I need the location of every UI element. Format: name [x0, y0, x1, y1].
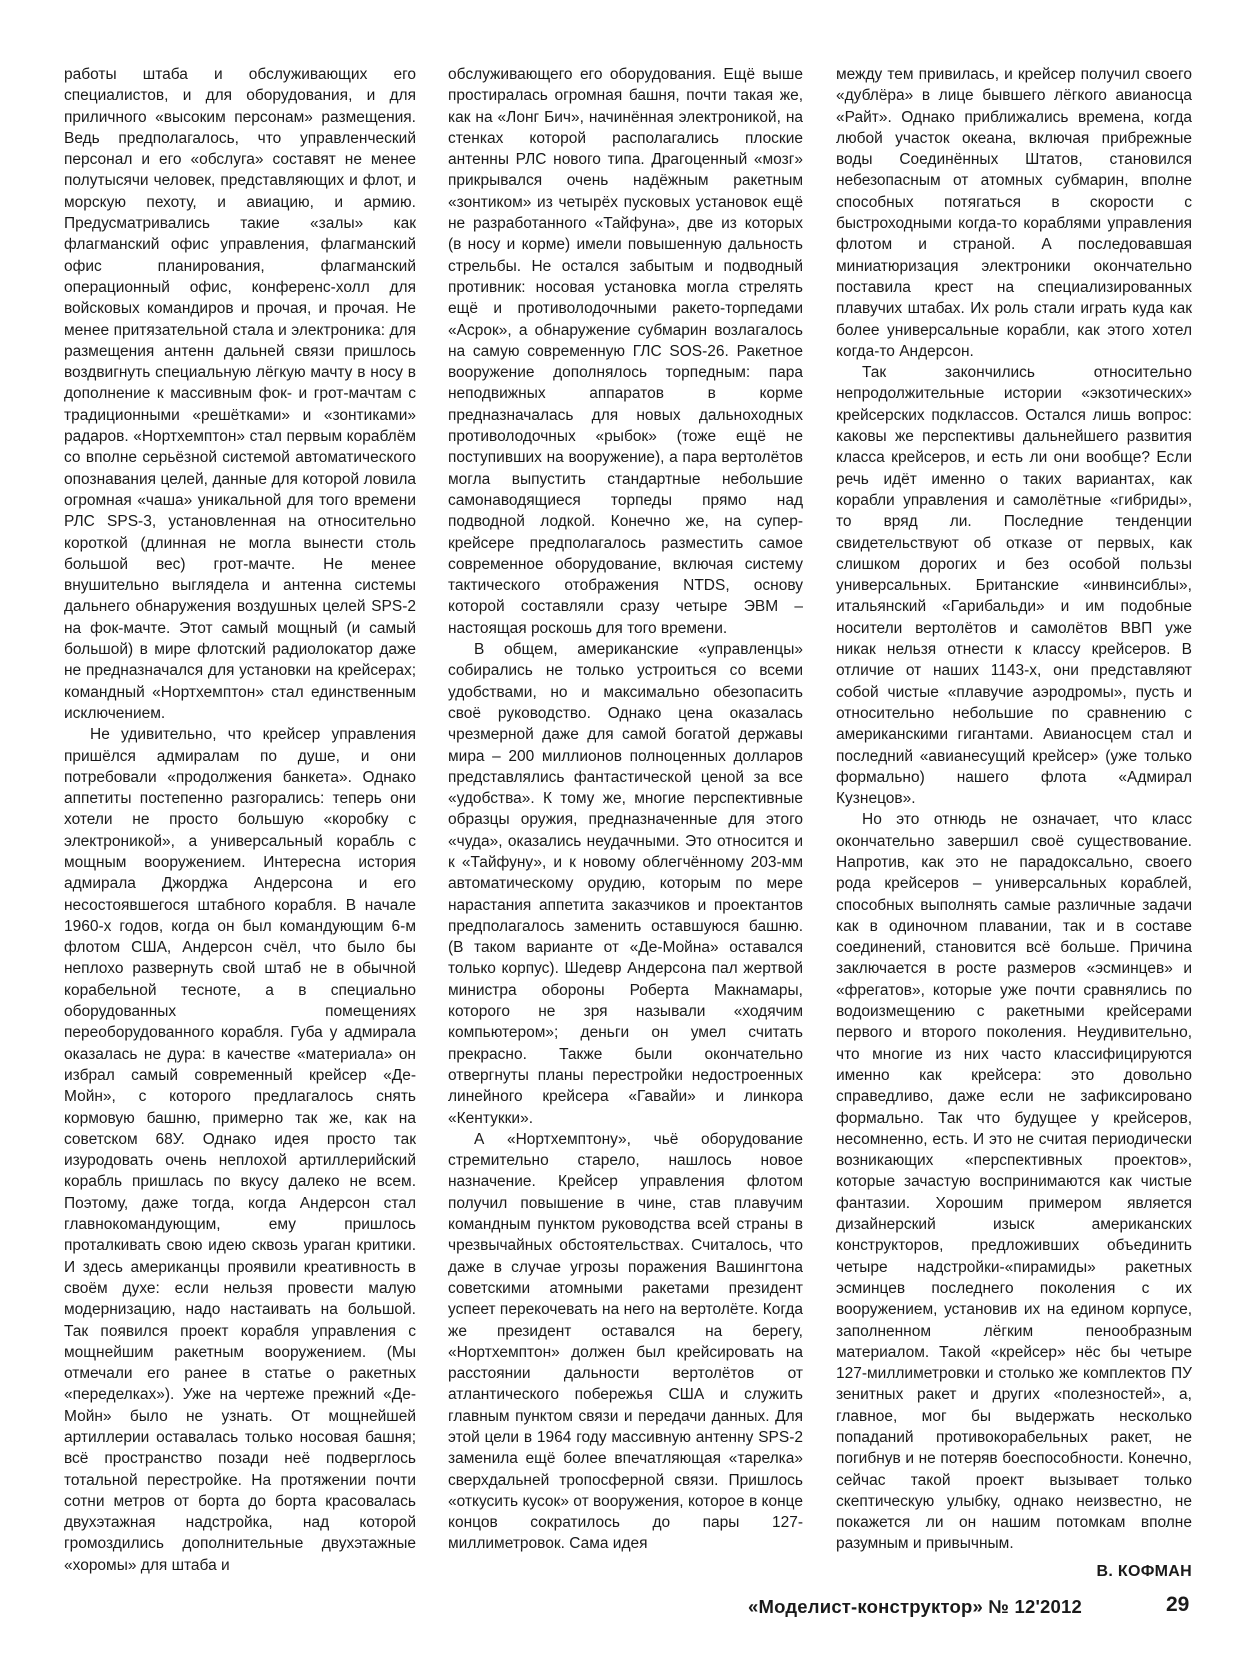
article-column-2	[448, 64, 803, 1555]
paragraph: работы штаба и обслуживающих его специалистов, и для оборудования, и для приличного «высоким персонам» размещения. Ведь предполагалось, что управленческий персонал и его «обслуга» составят не менее полутысячи человек, представляющих и флот, и морскую пехоту, и авиацию, и армию. Предусматривались такие «залы» как флагманский офис управления, флагманский офис планирования, флагманский операционный офис, конференс-холл для войсковых командиров и прочая, и прочая. Не менее притязательной стала и электроника: для размещения антенн дальней связи пришлось воздвигнуть специальную лёгкую мачту в носу в дополнение к массивным фок- и грот-мачтам с традиционными «решётками» и «зонтиками» радаров. «Нортхемптон» стал первым кораблём со вполне серьёзной системой автоматического опознавания целей, данные для которой ловила огромная «чаша» уникальной для того времени РЛС SPS-3, установленная на относительно короткой (длинная не могла вынести столь большой вес) грот-мачте. Не менее внушительно выглядела и антенна системы дальнего обнаружения воздушных целей SPS-2 на фок-мачте. Этот самый мощный (и самый большой) в мире флотский радиолокатор даже не предназначался для установки на крейсерах; командный «Нортхемптон» стал единственным исключением.	[64, 66, 416, 722]
paragraph: Но это отнюдь не означает, что класс окончательно завершил своё существование. Напротив, как это не парадоксально, своего рода крейсеров – универсальных кораблей, способных выполнять самые различные задачи как в одиночном плавании, так и в составе соединений, становится всё больше. Причина заключается в росте размеров «эсминцев» и «фрегатов», которые уже почти сравнялись по водоизмещению с ракетными крейсерами первого и второго поколения. Неудивительно, что многие из них часто классифицируются именно как крейсера: это довольно справедливо, даже если не зафиксировано формально. Так что будущее у крейсеров, несомненно, есть. И это не считая периодически возникающих «перспективных проектов», которые зачастую воспринимаются как чистые фантазии. Хорошим примером является дизайнерский изыск американских конструкторов, предложивших объединить четыре надстройки-«пирамиды» ракетных эсминцев последнего поколения с их вооружением, установив их на едином корпусе, заполненном лёгким пенообразным материалом. Такой «крейсер» нёс бы четыре 127-миллиметровки и столько же комплектов ПУ зенитных ракет и других «полезностей», а, главное, мог бы выдержать несколько попаданий противокорабельных ракет, не погибнув и не потеряв боеспособности. Конечно, сейчас такой проект вызывает только скептическую улыбку, однако неизвестно, не покажется ли он нашим потомкам вполне разумным и привычным.	[836, 811, 1192, 1553]
paragraph: В общем, американские «управленцы» собирались не только устроиться со всеми удобствами, но и максимально обезопасить своё руководство. Однако цена оказалась чрезмерной даже для самой богатой державы мира – 200 миллионов полноценных долларов представлялись фантастической ценой за все «удобства». К тому же, многие перспективные образцы оружия, предназначенные для этого «чуда», оказались неудачными. Это относится и к «Тайфуну», и к новому облегчённому 203-мм автоматическому орудию, которым по мере нарастания аппетита заказчиков и проектантов предполагалось заменить оставшуюся башню. (В таком варианте от «Де-Мойна» оставался только корпус). Шедевр Андерсона пал жертвой министра обороны Роберта Макнамары, которого не зря называли «ходячим компьютером»; деньги он умел считать прекрасно. Также были окончательно отвергнуты планы перестройки недостроенных линейного крейсера «Гавайи» и линкора «Кентукки».	[448, 641, 803, 1127]
paragraph: А «Нортхемптону», чьё оборудование стремительно старело, нашлось новое назначение. Крейсер управления флотом получил повышение в чине, став плавучим командным пунктом руководства всей страны в чрезвычайных обстоятельствах. Считалось, что даже в случае угрозы поражения Вашингтона советскими атомными ракетами президент успеет перекочевать на него на вертолёте. Когда же президент оставался на берегу, «Нортхемптон» должен был крейсировать на расстоянии дальности вертолётов от атлантического побережья США и служить главным пунктом связи и передачи данных. Для этой цели в 1964 году массивную антенну SPS-2 заменила ещё более впечатляющая «тарелка» сверхдальней тропосферной связи. Пришлось «откусить кусок» от вооружения, которое в конце концов сократилось до пары 127-миллиметровок. Сама идея	[448, 1130, 803, 1553]
publication-footer: «Моделист-конструктор» № 12'2012	[748, 1596, 1083, 1617]
paragraph: обслуживающего его оборудования. Ещё выше простиралась огромная башня, почти такая же, как на «Лонг Бич», начинённая электроникой, на стенках которой располагались плоские антенны РЛС нового типа. Драгоценный «мозг» прикрывался очень надёжным ракетным «зонтиком» из четырёх пусковых установок ещё не разработанного «Тайфуна», две из которых (в носу и корме) имели повышенную дальность стрельбы. Не остался забытым и подводный противник: носовая установка могла стрелять ещё и противолодочными ракето-торпедами «Асрок», а обнаружение субмарин возлагалось на самую современную ГЛС SOS-26. Ракетное вооружение дополнялось торпедным: пара неподвижных аппаратов в корме предназначалась для новых дальноходных противолодочных «рыбок» (тоже ещё не поступивших на вооружение), а пара вертолётов могла выпустить стандартные небольшие самонаводящиеся торпеды прямо над подводной лодкой. Конечно же, на супер-крейсере предполагалось разместить самое современное оборудование, включая систему тактического отображения NTDS, основу которой составляли сразу четыре ЭВМ – настоящая роскошь для того времени.	[448, 66, 803, 637]
article-column-1	[64, 64, 416, 1576]
article-column-3	[836, 64, 1192, 1582]
paragraph: Не удивительно, что крейсер управления пришёлся адмиралам по душе, и они потребовали «продолжения банкета». Однако аппетиты постепенно разгорались: теперь они хотели не просто большую «коробку с электроникой», а универсальный корабль с мощным вооружением. Интересна история адмирала Джорджа Андерсона и его несостоявшегося штабного корабля. В начале 1960-х годов, когда он был командующим 6-м флотом США, Андерсон счёл, что было бы неплохо развернуть свой штаб не в обычной корабельной тесноте, а в специально оборудованных помещениях переоборудованного корабля. Губа у адмирала оказалась не дура: в качестве «материала» он избрал самый современный крейсер «Де-Мойн», с которого предлагалось снять кормовую башню, примерно так же, как на советском 68У. Однако идея просто так изуродовать очень неплохой артиллерийский корабль пришлась по вкусу далеко не всем. Поэтому, даже тогда, когда Андерсон стал главнокомандующим, ему пришлось проталкивать свою идею сквозь ураган критики. И здесь американцы проявили креативность в своём духе: если нельзя провести малую модернизацию, надо настаивать на большой. Так появился проект корабля управления с мощнейшим ракетным вооружением. (Мы отмечали его ранее в статье о ракетных «переделках»). Уже на чертеже прежний «Де-Мойн» было не узнать. От мощнейшей артиллерии оставалась только носовая башня; всё пространство позади неё подверглось тотальной перестройке. На протяжении почти сотни метров от борта до борта красовалась двухэтажная надстройка, над которой громоздились дополнительные двухэтажные «хоромы» для штаба и	[64, 726, 416, 1574]
paragraph: Так закончились относительно непродолжительные истории «экзотических» крейсерских подклассов. Остался лишь вопрос: каковы же перспективы дальнейшего развития класса крейсеров, и есть ли они вообще? Если речь идёт именно о таких вариантах, как корабли управления и самолётные «гибриды», то вряд ли. Последние тенденции свидетельствуют об отказе от первых, как слишком дорогих и без особой пользы универсальных. Британские «инвинсиблы», итальянский «Гарибальди» и им подобные носители вертолётов и самолётов ВВП уже никак нельзя отнести к классу крейсеров. В отличие от наших 1143-х, они представляют собой чистые «плавучие аэродромы», пусть и относительно небольшие по сравнению с американскими гигантами. Авианосцем стал и последний «авианесущий крейсер» (уже только формально) нашего флота «Адмирал Кузнецов».	[836, 364, 1192, 808]
author-signature: В. КОФМАН	[1096, 1562, 1192, 1580]
page-number: 29	[1166, 1593, 1190, 1616]
paragraph: между тем привилась, и крейсер получил своего «дублёра» в лице бывшего лёгкого авианосца «Райт». Однако приближались времена, когда любой участок океана, включая прибрежные воды Соединённых Штатов, становился небезопасным от атомных субмарин, вполне способных потягаться в скорости с быстроходными когда-то кораблями управления флотом и страной. А последовавшая миниатюризация электроники окончательно поставила крест на специализированных плавучих штабах. Их роль стали играть куда как более универсальные корабли, как этого хотел когда-то Андерсон.	[836, 66, 1192, 360]
